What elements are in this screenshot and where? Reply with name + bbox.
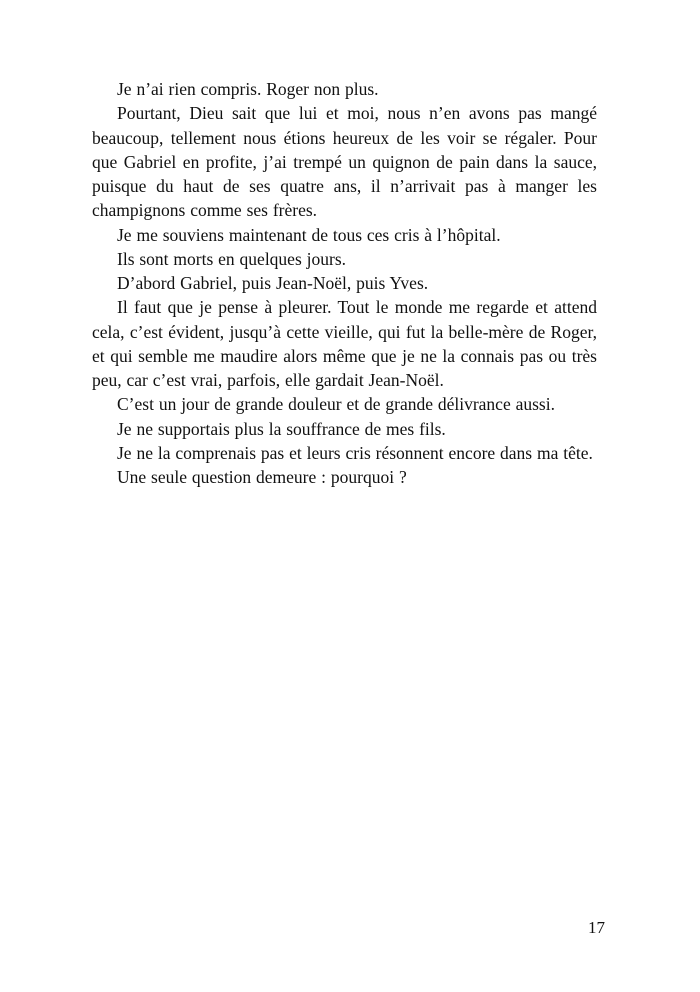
body-text: [92, 77, 597, 489]
paragraph-1: Je n’ai rien compris. Roger non plus.: [117, 79, 379, 99]
paragraph-5: D’abord Gabriel, puis Jean-Noël, puis Yves.: [117, 273, 429, 293]
paragraph-6: Il faut que je pense à pleurer. Tout le monde me regarde et attend cela, c’est évident, jusqu’à cette vieille, qui fut la belle-mère de Roger, et qui semble me maudire alors même que je ne la connais pas ou très peu, car c’est vrai, parfois, elle gardait Jean-Noël.: [92, 297, 597, 390]
paragraph-4: Ils sont morts en quelques jours.: [117, 248, 347, 269]
page-number: 17: [588, 918, 605, 937]
paragraph-8: Je ne supportais plus la souffrance de mes fils.: [117, 418, 446, 439]
paragraph-10: Une seule question demeure : pourquoi ?: [117, 467, 407, 487]
paragraph-7: C’est un jour de grande douleur et de grande délivrance aussi.: [117, 394, 555, 415]
paragraph-2: Pourtant, Dieu sait que lui et moi, nous n’en avons pas mangé beaucoup, tellement nous étions heureux de les voir se régaler. Pour que Gabriel en profite, j’ai trempé un quignon de pain dans la sauce, puisque du haut de ses quatre ans, il n’arrivait pas à manger les champignons comme ses frères.: [92, 103, 597, 221]
paragraph-3: Je me souviens maintenant de tous ces cris à l’hôpital.: [117, 224, 501, 245]
paragraph-9: Je ne la comprenais pas et leurs cris résonnent encore dans ma tête.: [117, 442, 593, 463]
